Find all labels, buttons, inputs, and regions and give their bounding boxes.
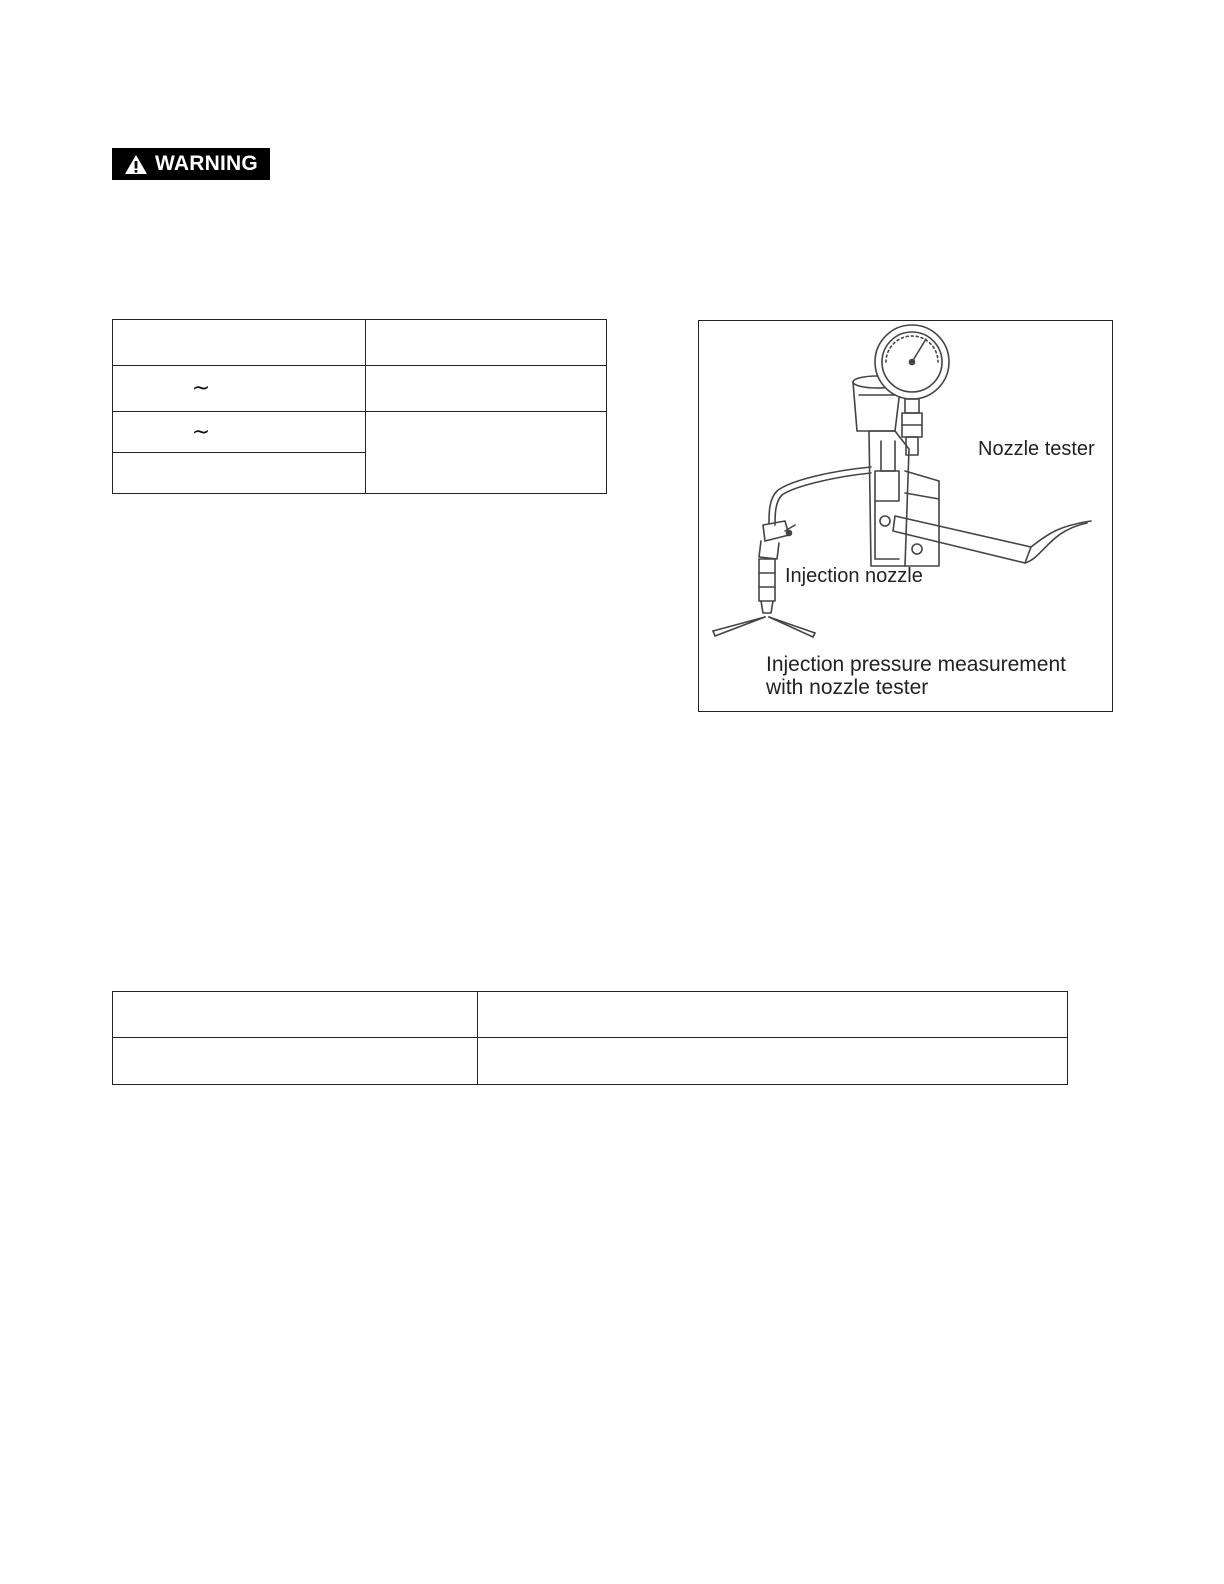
table-cell — [366, 366, 606, 411]
table-cell — [478, 992, 1066, 1037]
range-tilde: ~ — [191, 376, 211, 401]
range-tilde: ~ — [191, 419, 211, 445]
figure-caption-line: with nozzle tester — [766, 676, 929, 699]
table-cell — [366, 412, 606, 493]
table-cell — [478, 1038, 1066, 1083]
nozzle-tester-label: Nozzle tester — [978, 438, 1095, 460]
table-cell — [113, 1038, 477, 1083]
warning-badge — [112, 148, 270, 180]
nozzle-tester-figure — [698, 320, 1113, 712]
table-cell — [113, 992, 477, 1037]
bottom-table — [112, 991, 1068, 1085]
figure-caption — [766, 653, 1066, 699]
table-cell — [113, 453, 365, 493]
warning-label: WARNING — [155, 152, 258, 175]
figure-caption-line: Injection pressure measurement — [766, 653, 1066, 676]
warning-triangle-icon — [124, 154, 148, 175]
table-cell — [113, 320, 365, 365]
injection-nozzle-label: Injection nozzle — [785, 565, 923, 587]
table-cell — [366, 320, 606, 365]
spec-table — [112, 319, 607, 494]
